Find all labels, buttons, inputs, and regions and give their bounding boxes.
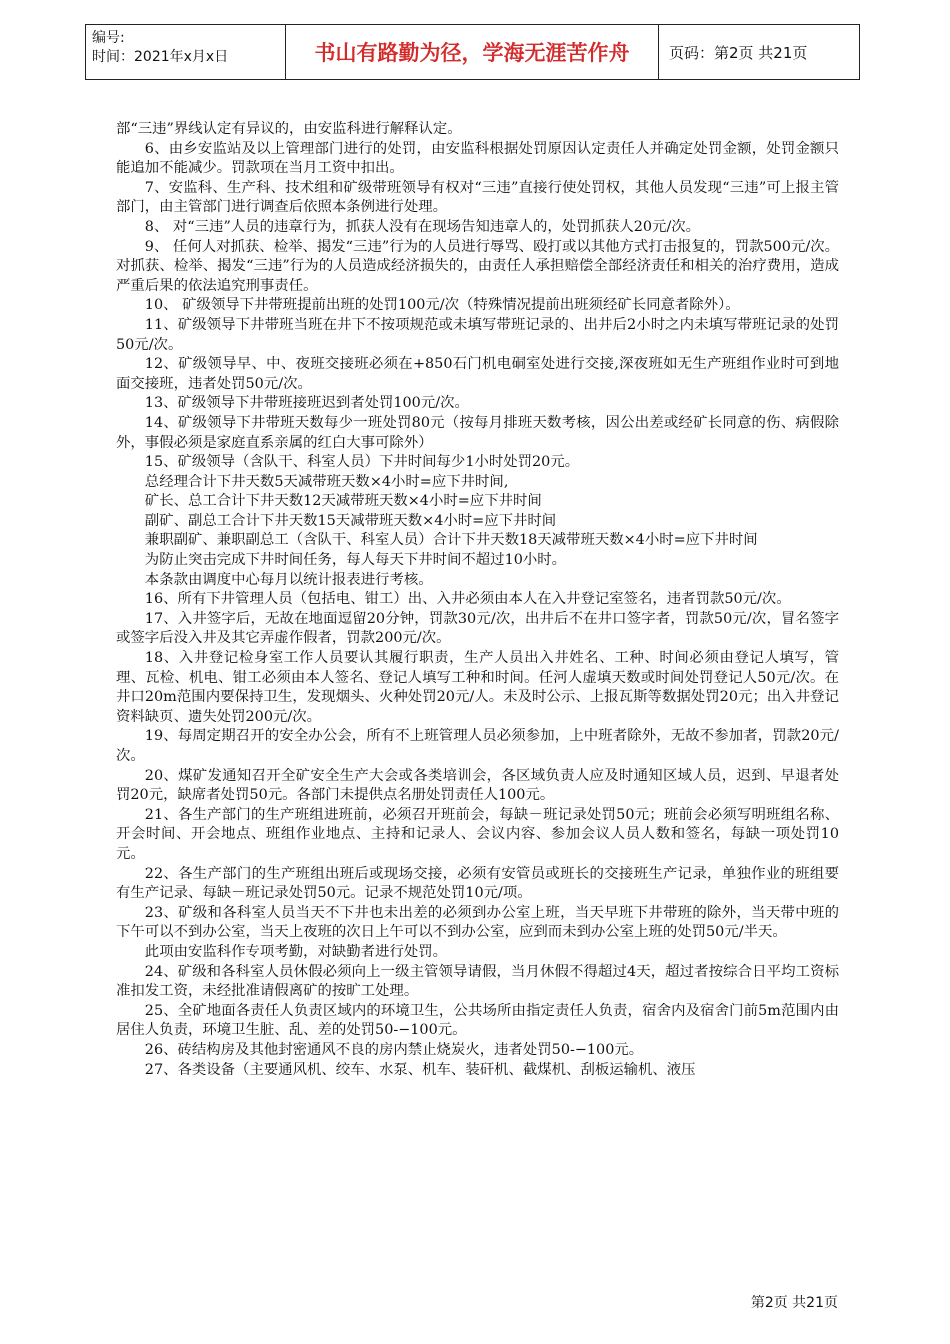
paragraph: 25、全矿地面各责任人负责区域内的环境卫生，公共场所由指定责任人负责，宿舍内及宿舍门前5m范围内由居住人负责，环境卫生脏、乱、差的处罚50-−100元。 bbox=[116, 1002, 839, 1039]
paragraph: 12、矿级领导早、中、夜班交接班必须在+850石门机电硐室处进行交接,深夜班如无生产班组作业时可到地面交接班，违者处罚50元/次。 bbox=[116, 356, 839, 392]
paragraph: 总经理合计下井天数5天减带班天数×4小时=应下井时间, bbox=[144, 473, 509, 490]
header-page-number: 页码：第2页 共21页 bbox=[669, 43, 808, 62]
paragraph: 10、 矿级领导下井带班提前出班的处罚100元/次（特殊情况提前出班须经矿长同意者除外）。 bbox=[144, 297, 740, 314]
paragraph: 23、矿级和各科室人员当天不下井也未出差的必须到办公室上班，当天早班下井带班的除外，当天带中班的下午可以不到办公室，当天上夜班的次日上午可以不到办公室，应到而未到办公室上班的处罚50元/半天。 bbox=[116, 904, 839, 941]
page-footer: 第2页 共21页 bbox=[750, 1295, 838, 1311]
paragraph: 部“三违”界线认定有异议的，由安监科进行解释认定。 bbox=[116, 121, 462, 137]
document-body bbox=[116, 120, 839, 1080]
paragraph: 22、各生产部门的生产班组出班后或现场交接，必须有安管员或班长的交接班生产记录，单独作业的班组要有生产记录、每缺－班记录处罚50元。记录不规范处罚10元/项。 bbox=[116, 865, 839, 902]
paragraph: 14、矿级领导下井带班天数每少一班处罚80元（按每月排班天数考核，因公出差或经矿长同意的伤、病假除外，事假必须是家庭直系亲属的红白大事可除外） bbox=[116, 414, 839, 451]
paragraph: 19、每周定期召开的安全办公会，所有不上班管理人员必须参加，上中班者除外，无故不参加者，罚款20元/次。 bbox=[116, 728, 839, 764]
paragraph: 为防止突击完成下井时间任务，每人每天下井时间不超过10小时。 bbox=[144, 552, 567, 569]
header-meta bbox=[86, 25, 286, 79]
paragraph: 16、所有下井管理人员（包括电、钳工）出、入井必须由本人在入井登记室签名，违者罚款50元/次。 bbox=[144, 591, 791, 608]
paragraph: 8、 对“三违”人员的违章行为，抓获人没有在现场告知违章人的，处罚抓获人20元/次。 bbox=[144, 218, 701, 235]
document-number: 编号: bbox=[92, 30, 125, 46]
paragraph: 兼职副矿、兼职副总工（含队干、科室人员）合计下井天数18天减带班天数×4小时=应下井时间 bbox=[144, 532, 758, 549]
paragraph: 17、入井签字后，无故在地面逗留20分钟，罚款30元/次，出井后不在井口签字者，罚款50元/次，冒名签字或签字后没入井及其它弄虚作假者，罚款200元/次。 bbox=[116, 610, 839, 647]
paragraph: 20、煤矿发通知召开全矿安全生产大会或各类培训会，各区域负责人应及时通知区域人员，迟到、早退者处罚20元，缺席者处罚50元。各部门未提供点名册处罚责任人100元。 bbox=[116, 767, 839, 804]
paragraph: 24、矿级和各科室人员休假必须向上一级主管领导请假，当月休假不得超过4天，超过者按综合日平均工资标准扣发工资，未经批准请假离矿的按旷工处理。 bbox=[116, 963, 839, 1000]
paragraph: 9、 任何人对抓获、检举、揭发“三违”行为的人员进行辱骂、殴打或以其他方式打击报复的，罚款500元/次。对抓获、检举、揭发“三违”行为的人员造成经济损失的，由责任人承担赔偿全部经济责任和相关的治疗费用，造成严重后果的依法追究刑事责任。 bbox=[116, 238, 839, 294]
paragraph: 27、各类设备（主要通风机、绞车、水泵、机车、装矸机、截煤机、刮板运输机、液压 bbox=[144, 1061, 696, 1078]
page-header bbox=[85, 24, 860, 80]
paragraph: 矿长、总工合计下井天数12天减带班天数×4小时=应下井时间 bbox=[144, 493, 542, 510]
paragraph: 21、各生产部门的生产班组进班前，必须召开班前会，每缺－班记录处罚50元；班前会必须写明班组名称、开会时间、开会地点、班组作业地点、主持和记录人、会议内容、参加会议人员人数和签名，每缺一项处罚10元。 bbox=[116, 806, 839, 862]
paragraph: 副矿、副总工合计下井天数15天减带班天数×4小时=应下井时间 bbox=[144, 512, 557, 529]
paragraph: 本条款由调度中心每月以统计报表进行考核。 bbox=[144, 571, 433, 588]
paragraph: 此项由安监科作专项考勤，对缺勤者进行处罚。 bbox=[144, 943, 448, 960]
header-motto: 书山有路勤为径，学海无涯苦作舟 bbox=[286, 25, 659, 79]
paragraph: 11、矿级领导下井带班当班在井下不按项规范或未填写带班记录的、出井后2小时之内未填写带班记录的处罚50元/次。 bbox=[116, 316, 839, 353]
document-time: 时间：2021年x月x日 bbox=[92, 49, 229, 65]
paragraph: 15、矿级领导（含队干、科室人员）下井时间每少1小时处罚20元。 bbox=[144, 454, 580, 471]
paragraph: 26、砖结构房及其他封密通风不良的房内禁止烧炭火，违者处罚50-−100元。 bbox=[144, 1041, 644, 1058]
paragraph: 6、由乡安监站及以上管理部门进行的处罚，由安监科根据处罚原因认定责任人并确定处罚金额，处罚金额只能追加不能减少。罚款项在当月工资中扣出。 bbox=[116, 140, 839, 177]
paragraph: 18、入井登记检身室工作人员要认其履行职责，生产人员出入井姓名、工种、时间必须由登记人填写，管理、瓦检、机电、钳工必须由本人签名、登记人填写工种和时间。任河人虚填天数或时间处罚登记人50元/次。在井口20m范围内要保持卫生，发现烟头、火种处罚20元/人。未及时公示、上报瓦斯等数据处罚20元；出入井登记资料缺页、遗失处罚200元/次。 bbox=[116, 650, 839, 725]
paragraph: 13、矿级领导下井带班接班迟到者处罚100元/次。 bbox=[144, 395, 469, 412]
paragraph: 7、安监科、生产科、技术组和矿级带班领导有权对“三违”直接行使处罚权，其他人员发现“三违”可上报主管部门，由主管部门进行调查后依照本条例进行处理。 bbox=[116, 179, 839, 216]
